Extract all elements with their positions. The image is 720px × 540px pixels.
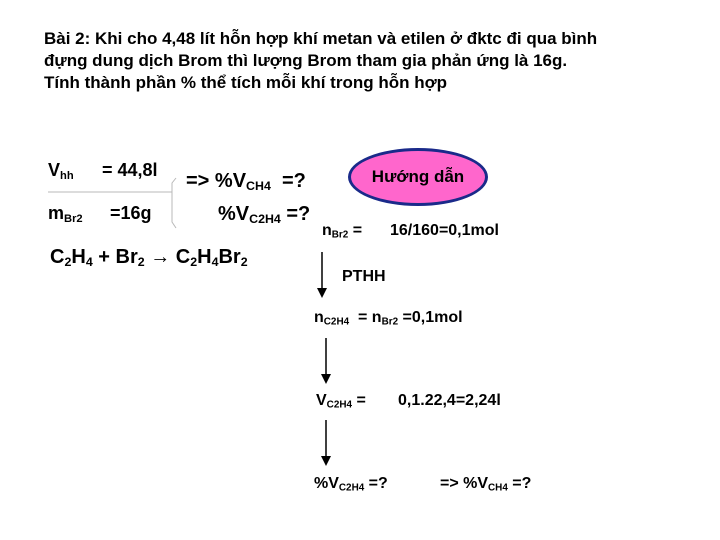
given-volume-label: $V_{hh}$ <box>48 160 74 182</box>
step-v-c2h4-value: 0,1.22,4=2,24l <box>398 392 501 409</box>
step-n-c2h4: $n_{C2H4} = n_{Br2} =0,1mol$ <box>314 309 463 328</box>
reaction-equation: $C_2H_4 + Br_2 \to C_2H_4Br_2$ <box>50 246 248 270</box>
step-n-br2-value: 16/160=0,1mol <box>390 222 499 239</box>
given-mass-label: $m_{Br2}$ <box>48 203 83 225</box>
step-v-c2h4: $V_{C2H4}$ = <box>316 392 366 411</box>
problem-line-3: Tính thành phần % thể tích mỗi khí trong hỗn hợp <box>44 73 448 92</box>
given-brace <box>172 178 176 228</box>
given-volume-value: = 44,8l <box>102 160 158 180</box>
problem-line-2: đựng dung dịch Brom thì lượng Brom tham gia phản ứng là 16g. <box>44 51 568 70</box>
step-pthh: PTHH <box>342 268 386 285</box>
arrow-down-2 <box>321 338 331 384</box>
problem-line-1: Bài 2: Khi cho 4,48 lít hỗn hợp khí metan và etilen ở đktc đi qua bình <box>44 29 598 48</box>
arrow-down-3 <box>321 420 331 466</box>
step-n-br2: $n_{Br2}$ = <box>322 222 363 241</box>
step-percent-ch4: => $\%V_{CH4}$ =? <box>440 475 532 494</box>
find-ch4: => $\%V_{CH4}$ =? <box>186 170 306 194</box>
arrow-down-1 <box>317 252 327 298</box>
given-mass-value: =16g <box>110 203 152 223</box>
find-c2h4: $\%V_{C2H4}$ =? <box>218 203 311 227</box>
step-percent-c2h4: $\%V_{C2H4}$ =? <box>314 475 388 494</box>
guide-label: Hướng dẫn <box>371 167 465 186</box>
